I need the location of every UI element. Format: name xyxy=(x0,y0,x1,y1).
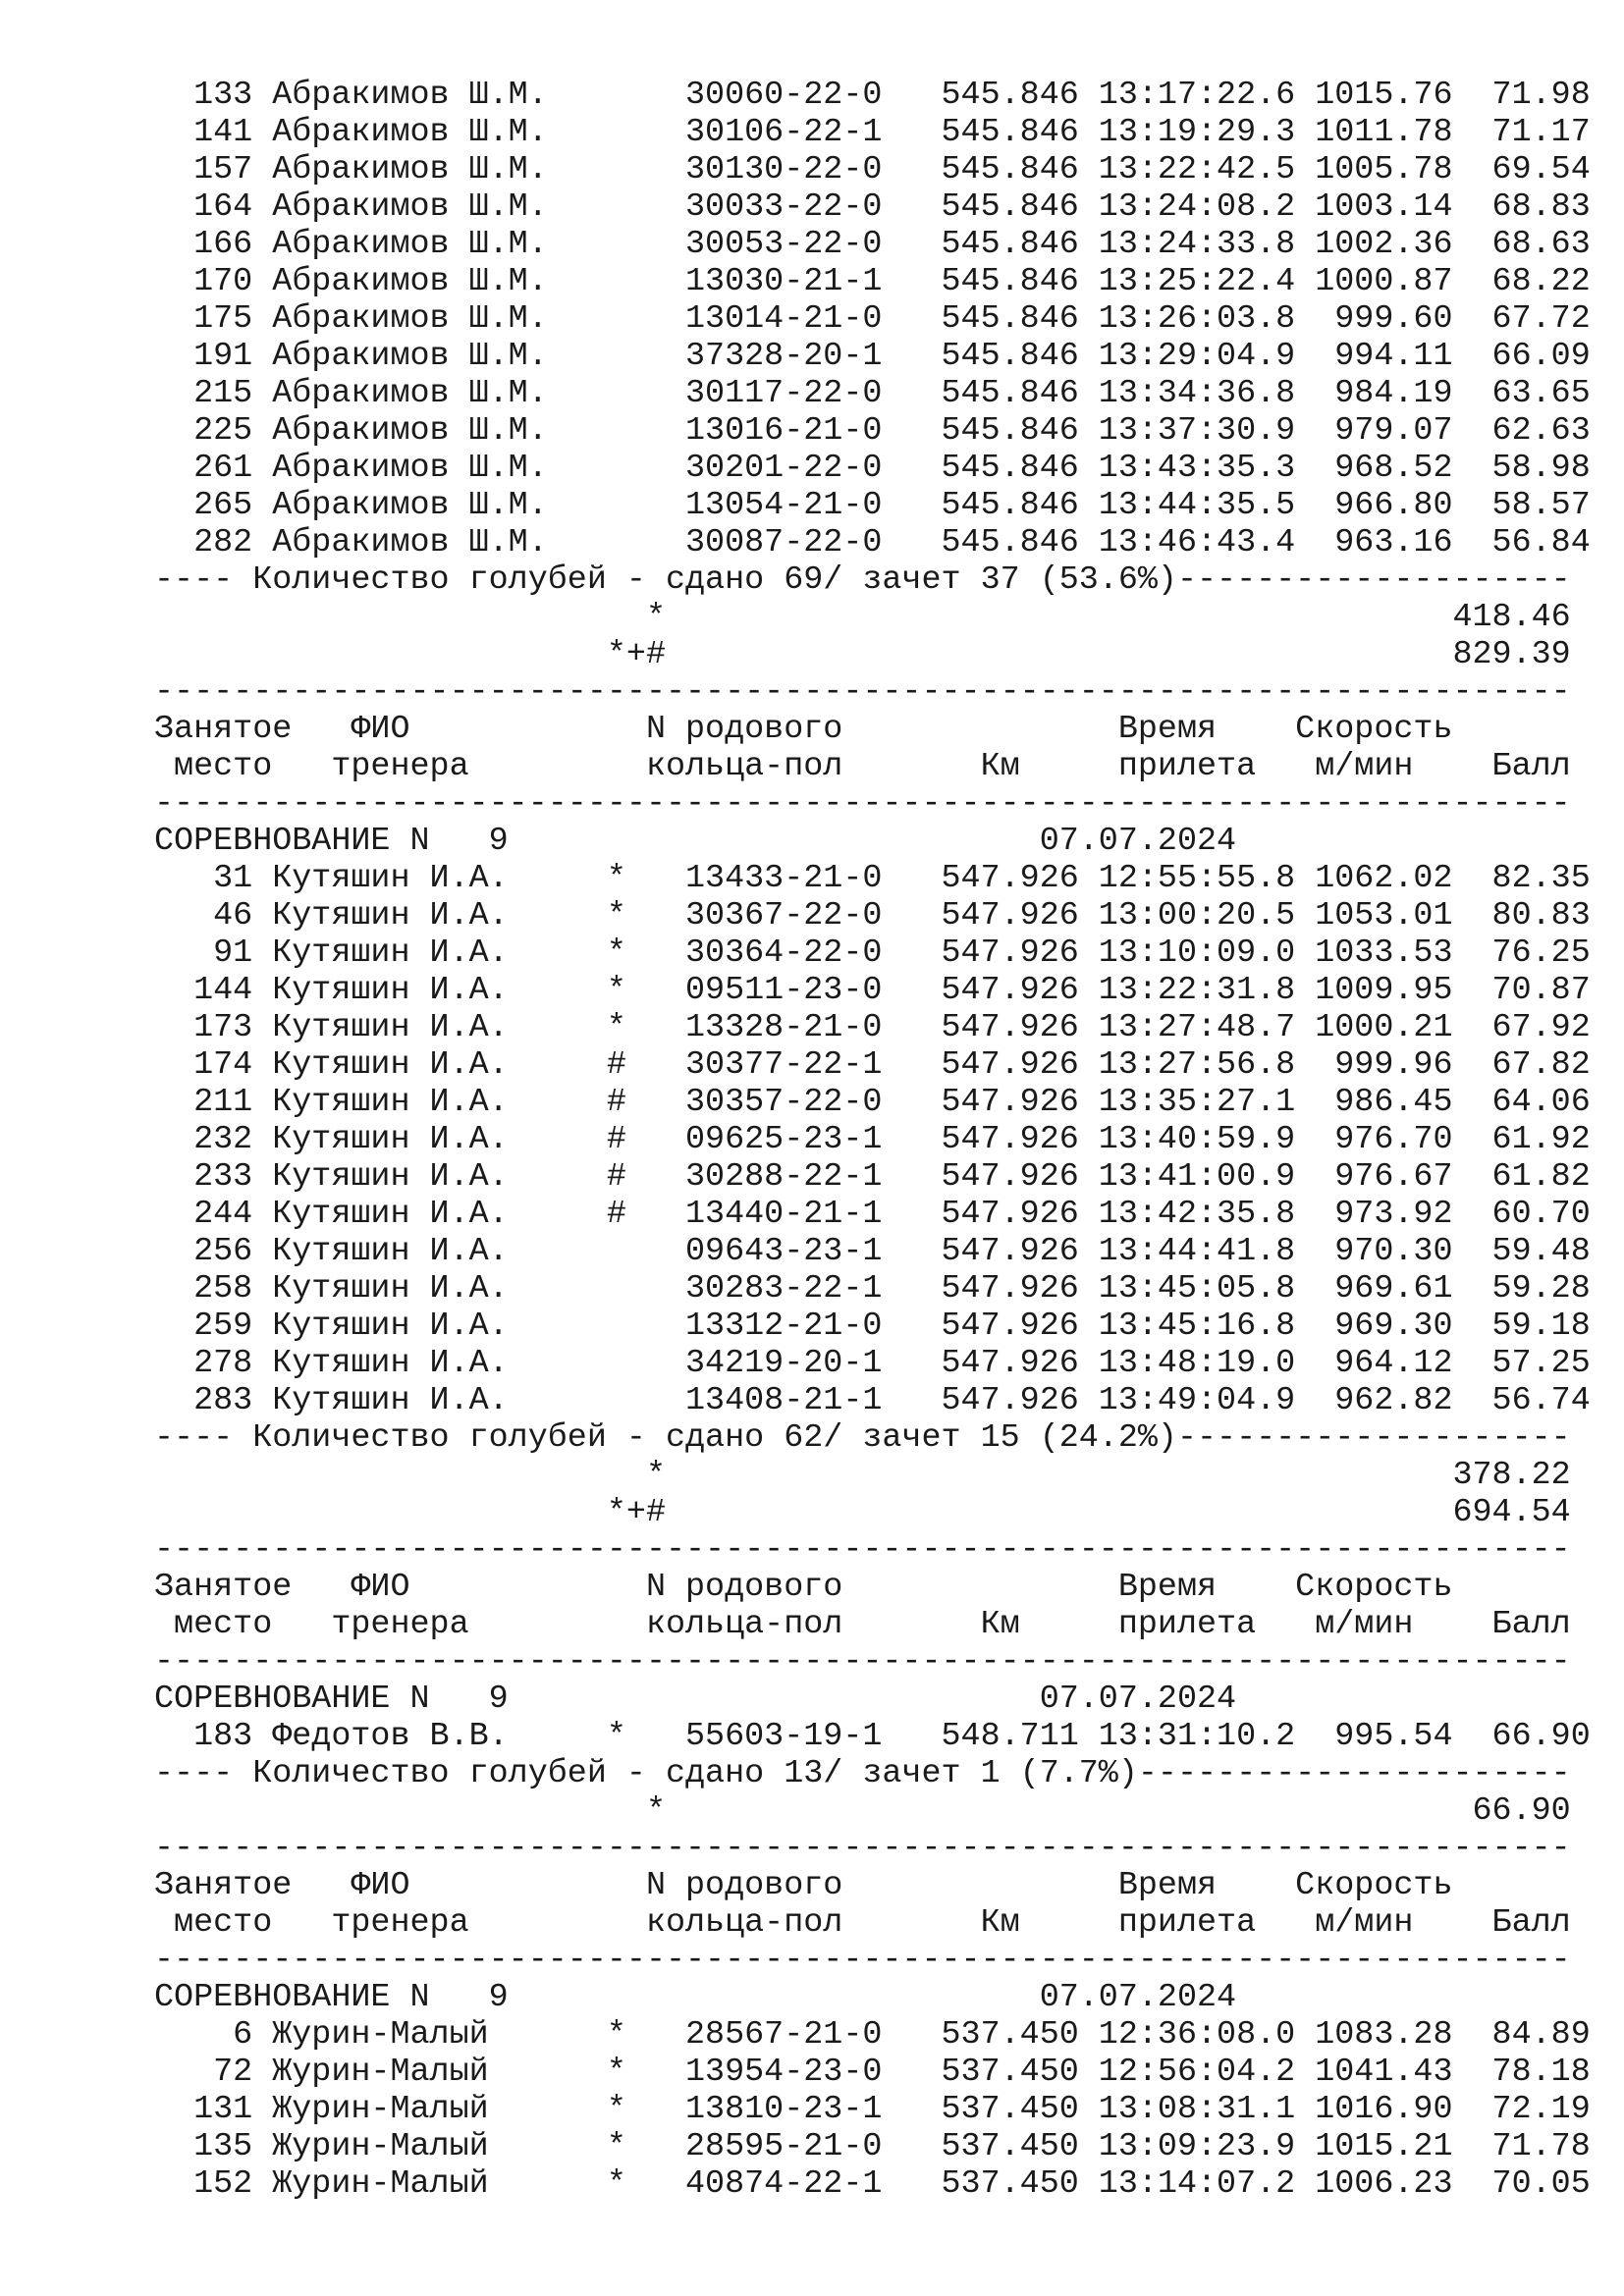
report-line: * 66.90 xyxy=(154,1792,1571,1830)
report-line: 175 Абракимов Ш.М. 13014-21-0 545.846 13:26:03.8 999.60 67.72 xyxy=(154,300,1591,338)
report-line: место тренера кольца-пол Км прилета м/мин Балл xyxy=(154,1904,1571,1942)
report-line: 233 Кутяшин И.А. # 30288-22-1 547.926 13:41:00.9 976.67 61.82 xyxy=(154,1158,1591,1196)
report-line: 131 Журин-Малый * 13810-23-1 537.450 13:08:31.1 1016.90 72.19 xyxy=(154,2091,1591,2128)
report-line: ------------------------------------------------------------------------ xyxy=(154,785,1571,823)
report-line: 174 Кутяшин И.А. # 30377-22-1 547.926 13:27:56.8 999.96 67.82 xyxy=(154,1046,1591,1084)
report-line: СОРЕВНОВАНИЕ N 9 07.07.2024 xyxy=(154,1681,1237,1718)
report-line: 259 Кутяшин И.А. 13312-21-0 547.926 13:45:16.8 969.30 59.18 xyxy=(154,1308,1591,1345)
report-line: * 418.46 xyxy=(154,599,1571,636)
report-line: 278 Кутяшин И.А. 34219-20-1 547.926 13:48:19.0 964.12 57.25 xyxy=(154,1345,1591,1382)
report-line: 170 Абракимов Ш.М. 13030-21-1 545.846 13:25:22.4 1000.87 68.22 xyxy=(154,263,1591,300)
report-line: ---- Количество голубей - сдано 62/ зачет 15 (24.2%)-------------------- xyxy=(154,1419,1571,1457)
report-line: СОРЕВНОВАНИЕ N 9 07.07.2024 xyxy=(154,1979,1237,2016)
report-line: ------------------------------------------------------------------------ xyxy=(154,1830,1571,1867)
report-line: Занятое ФИО N родового Время Скорость xyxy=(154,1569,1453,1606)
report-line: 258 Кутяшин И.А. 30283-22-1 547.926 13:45:05.8 969.61 59.28 xyxy=(154,1270,1591,1308)
report-line: 225 Абракимов Ш.М. 13016-21-0 545.846 13:37:30.9 979.07 62.63 xyxy=(154,412,1591,450)
report-line: ------------------------------------------------------------------------ xyxy=(154,673,1571,711)
report-line: 164 Абракимов Ш.М. 30033-22-0 545.846 13:24:08.2 1003.14 68.83 xyxy=(154,188,1591,226)
report-line: 46 Кутяшин И.А. * 30367-22-0 547.926 13:00:20.5 1053.01 80.83 xyxy=(154,897,1591,934)
report-line: место тренера кольца-пол Км прилета м/мин Балл xyxy=(154,748,1571,785)
report-line: 256 Кутяшин И.А. 09643-23-1 547.926 13:44:41.8 970.30 59.48 xyxy=(154,1233,1591,1270)
report-line: место тренера кольца-пол Км прилета м/мин Балл xyxy=(154,1606,1571,1643)
report-line: 72 Журин-Малый * 13954-23-0 537.450 12:56:04.2 1041.43 78.18 xyxy=(154,2054,1591,2091)
report-line: * 378.22 xyxy=(154,1457,1571,1494)
report-line: ------------------------------------------------------------------------ xyxy=(154,1942,1571,1979)
report-line: 141 Абракимов Ш.М. 30106-22-1 545.846 13:19:29.3 1011.78 71.17 xyxy=(154,114,1591,151)
report-line: ---- Количество голубей - сдано 69/ зачет 37 (53.6%)-------------------- xyxy=(154,561,1571,599)
report-line: 282 Абракимов Ш.М. 30087-22-0 545.846 13:46:43.4 963.16 56.84 xyxy=(154,524,1591,561)
report-line: ------------------------------------------------------------------------ xyxy=(154,1531,1571,1569)
report-line: ---- Количество голубей - сдано 13/ зачет 1 (7.7%)---------------------- xyxy=(154,1755,1571,1792)
report-line: ------------------------------------------------------------------------ xyxy=(154,1643,1571,1681)
report-line: 144 Кутяшин И.А. * 09511-23-0 547.926 13:22:31.8 1009.95 70.87 xyxy=(154,972,1591,1009)
report-line: 283 Кутяшин И.А. 13408-21-1 547.926 13:49:04.9 962.82 56.74 xyxy=(154,1382,1591,1419)
report-line: 152 Журин-Малый * 40874-22-1 537.450 13:14:07.2 1006.23 70.05 xyxy=(154,2165,1591,2203)
report-line: 244 Кутяшин И.А. # 13440-21-1 547.926 13:42:35.8 973.92 60.70 xyxy=(154,1196,1591,1233)
report-line: 265 Абракимов Ш.М. 13054-21-0 545.846 13:44:35.5 966.80 58.57 xyxy=(154,487,1591,524)
report-line: 261 Абракимов Ш.М. 30201-22-0 545.846 13:43:35.3 968.52 58.98 xyxy=(154,450,1591,487)
report-line: 173 Кутяшин И.А. * 13328-21-0 547.926 13:27:48.7 1000.21 67.92 xyxy=(154,1009,1591,1046)
report-line: *+# 829.39 xyxy=(154,636,1571,673)
report-line: *+# 694.54 xyxy=(154,1494,1571,1531)
results-printout xyxy=(154,77,1591,2203)
report-line: Занятое ФИО N родового Время Скорость xyxy=(154,1867,1453,1904)
report-line: 166 Абракимов Ш.М. 30053-22-0 545.846 13:24:33.8 1002.36 68.63 xyxy=(154,226,1591,263)
report-line: СОРЕВНОВАНИЕ N 9 07.07.2024 xyxy=(154,823,1237,860)
report-line: 232 Кутяшин И.А. # 09625-23-1 547.926 13:40:59.9 976.70 61.92 xyxy=(154,1121,1591,1158)
report-line: Занятое ФИО N родового Время Скорость xyxy=(154,711,1453,748)
report-line: 135 Журин-Малый * 28595-21-0 537.450 13:09:23.9 1015.21 71.78 xyxy=(154,2128,1591,2165)
report-line: 183 Федотов В.В. * 55603-19-1 548.711 13:31:10.2 995.54 66.90 xyxy=(154,1718,1591,1755)
report-line: 211 Кутяшин И.А. # 30357-22-0 547.926 13:35:27.1 986.45 64.06 xyxy=(154,1084,1591,1121)
report-line: 31 Кутяшин И.А. * 13433-21-0 547.926 12:55:55.8 1062.02 82.35 xyxy=(154,860,1591,897)
report-line: 191 Абракимов Ш.М. 37328-20-1 545.846 13:29:04.9 994.11 66.09 xyxy=(154,338,1591,375)
report-line: 6 Журин-Малый * 28567-21-0 537.450 12:36:08.0 1083.28 84.89 xyxy=(154,2016,1591,2054)
report-line: 91 Кутяшин И.А. * 30364-22-0 547.926 13:10:09.0 1033.53 76.25 xyxy=(154,934,1591,972)
report-line: 133 Абракимов Ш.М. 30060-22-0 545.846 13:17:22.6 1015.76 71.98 xyxy=(154,77,1591,114)
report-line: 157 Абракимов Ш.М. 30130-22-0 545.846 13:22:42.5 1005.78 69.54 xyxy=(154,151,1591,188)
report-line: 215 Абракимов Ш.М. 30117-22-0 545.846 13:34:36.8 984.19 63.65 xyxy=(154,375,1591,412)
